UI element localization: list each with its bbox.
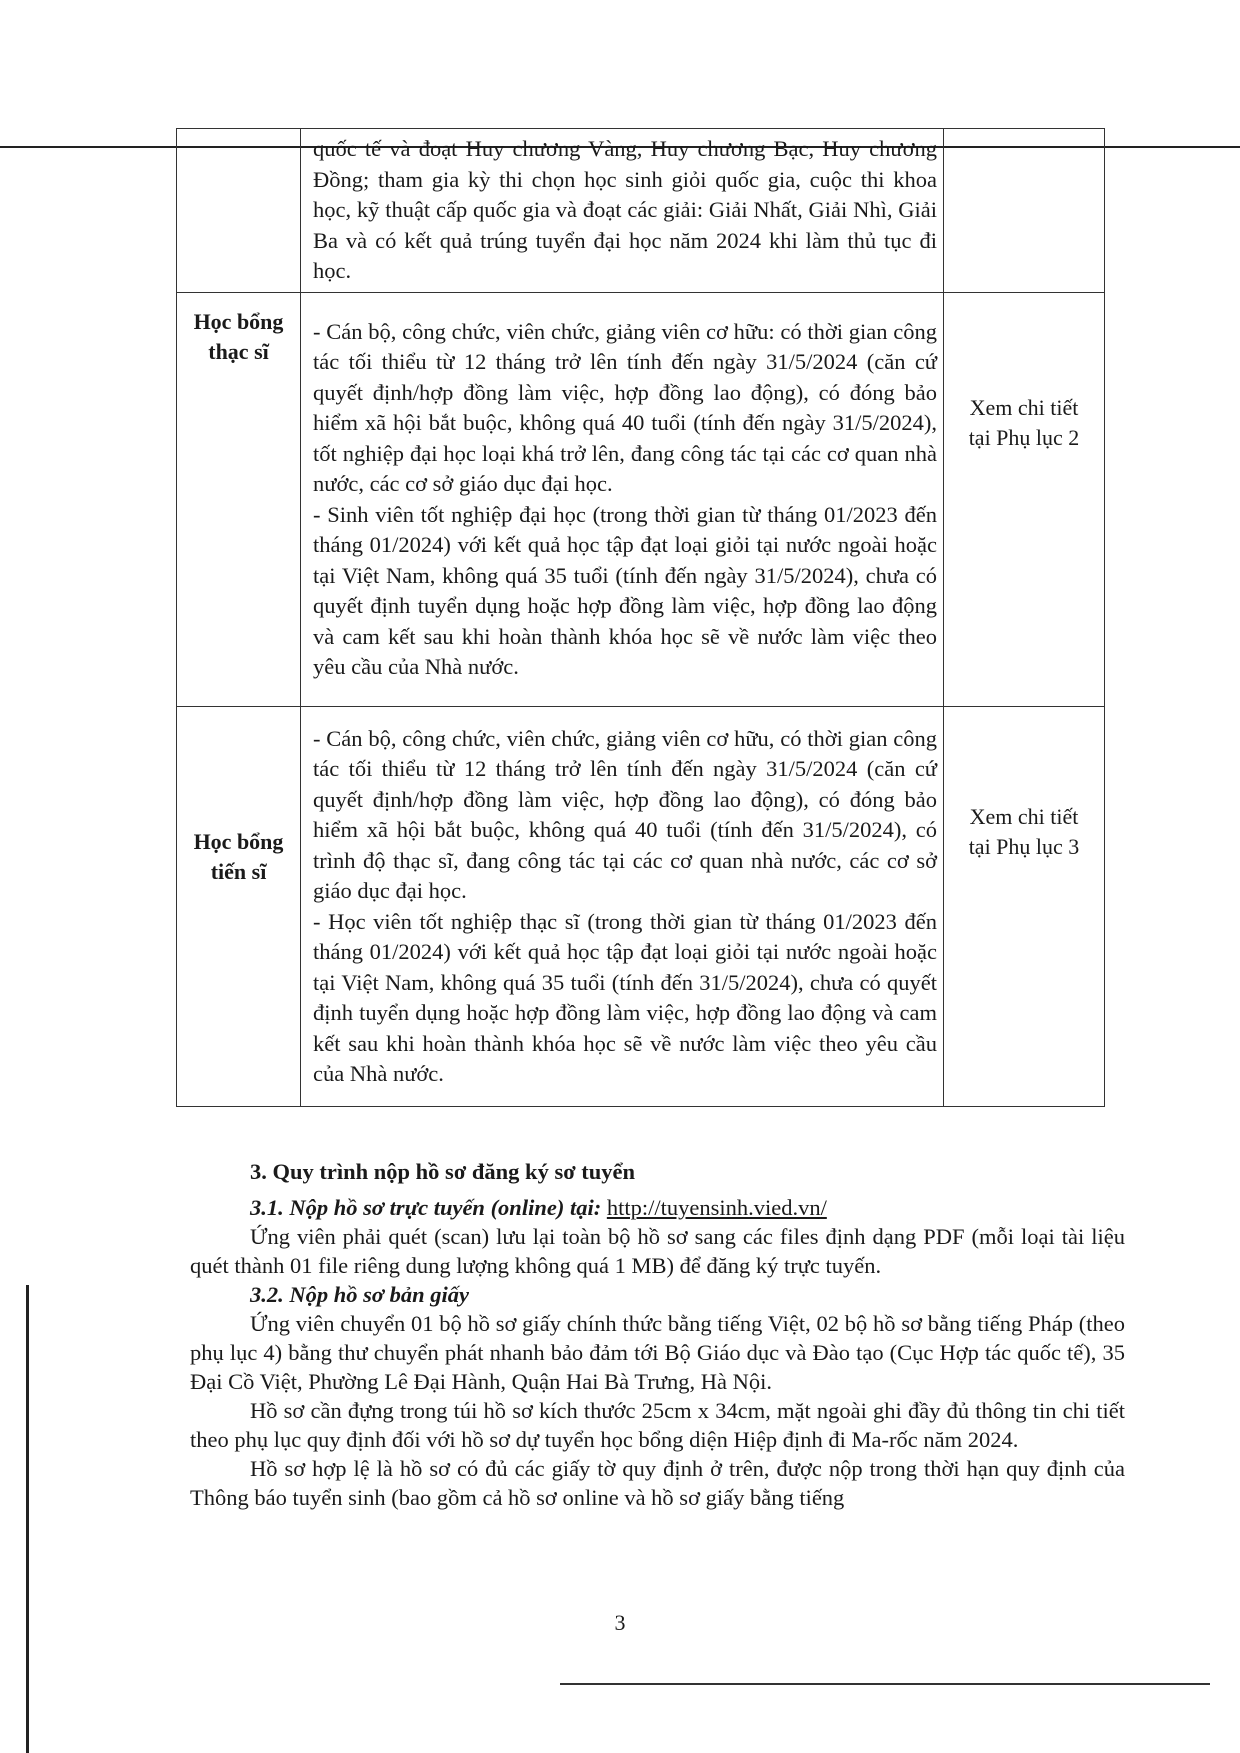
condition-text: - Cán bộ, công chức, viên chức, giảng viên cơ hữu: có thời gian công tác tối thiểu từ 12 tháng trở lên tính đến ngày 31/5/2024 (căn cứ quyết định/hợp đồng làm việc, hợp đồng lao động), có đóng bảo hiểm xã hội bắt buộc, không quá 40 tuổi (tính đến ngày 31/5/2024), tốt nghiệp đại học loại khá trở lên, đang công tác tại các cơ quan nhà nước, các cơ sở giáo dục đại học.	[313, 318, 937, 496]
paper-paragraph: Ứng viên chuyển 01 bộ hồ sơ giấy chính thức bằng tiếng Việt, 02 bộ hồ sơ bằng tiếng Pháp (theo phụ lục 4) bằng thư chuyển phát nhanh bảo đảm tới Bộ Giáo dục và Đào tạo (Cục Hợp tác quốc tế), 35 Đại Cồ Việt, Phường Lê Đại Hành, Quận Hai Bà Trưng, Hà Nội.	[190, 1311, 1125, 1394]
reference-cell	[944, 293, 1105, 707]
reference-text: tại Phụ lục 3	[968, 834, 1080, 859]
online-paragraph: Ứng viên phải quét (scan) lưu lại toàn bộ hồ sơ sang các files định dạng PDF (mỗi loại tài liệu quét thành 01 file riêng dung lượng không quá 1 MB) để đăng ký trực tuyến.	[190, 1224, 1125, 1278]
scholarship-table	[176, 128, 1105, 1107]
paper-heading: 3.2. Nộp hồ sơ bản giấy	[250, 1282, 469, 1307]
type-label: thạc sĩ	[208, 339, 269, 364]
reference-text: Xem chi tiết	[969, 804, 1079, 829]
type-label: Học bổng	[193, 309, 284, 334]
type-label: tiến sĩ	[210, 859, 267, 884]
table-row	[177, 129, 1105, 293]
online-heading-label: 3.1. Nộp hồ sơ trực tuyến (online) tại:	[250, 1195, 602, 1220]
type-cell-empty	[177, 129, 301, 293]
condition-text: - Sinh viên tốt nghiệp đại học (trong thời gian từ tháng 01/2023 đến tháng 01/2024) với kết quả học tập đạt loại giỏi tại nước ngoài hoặc tại Việt Nam, không quá 35 tuổi (tính đến ngày 31/5/2024), chưa có quyết định tuyển dụng hoặc hợp đồng làm việc, hợp đồng lao động và cam kết sau khi hoàn thành khóa học sẽ về nước làm việc theo yêu cầu của Nhà nước.	[313, 501, 937, 679]
left-scan-mark	[26, 1285, 29, 1753]
condition-text: - Học viên tốt nghiệp thạc sĩ (trong thời gian từ tháng 01/2023 đến tháng 01/2024) với kết quả học tập đạt loại giỏi tại nước ngoài hoặc tại Việt Nam, không quá 35 tuổi (tính đến 31/5/2024), chưa có quyết định tuyển dụng hoặc hợp đồng làm việc, hợp đồng lao động và cam kết sau khi hoàn thành khóa học sẽ về nước làm việc theo yêu cầu của Nhà nước.	[313, 908, 937, 1086]
paper-paragraph: Hồ sơ hợp lệ là hồ sơ có đủ các giấy tờ quy định ở trên, được nộp trong thời hạn quy định của Thông báo tuyển sinh (bao gồm cả hồ sơ online và hồ sơ giấy bằng tiếng	[190, 1456, 1125, 1510]
bottom-scan-line	[560, 1683, 1210, 1685]
table-row-master	[177, 293, 1105, 707]
paper-paragraph: Hồ sơ cần đựng trong túi hồ sơ kích thước 25cm x 34cm, mặt ngoài ghi đầy đủ thông tin chi tiết theo phụ lục quy định đối với hồ sơ dự tuyển học bổng diện Hiệp định đi Ma-rốc năm 2024.	[190, 1398, 1125, 1452]
reference-text: Xem chi tiết	[969, 395, 1079, 420]
reference-cell-empty	[944, 129, 1105, 293]
section-3	[190, 1157, 1125, 1512]
type-cell-master	[177, 293, 301, 707]
conditions-cell	[301, 707, 944, 1107]
online-url-link[interactable]: http://tuyensinh.vied.vn/	[606, 1195, 827, 1220]
conditions-cell	[301, 293, 944, 707]
reference-cell	[944, 707, 1105, 1107]
table-row-phd	[177, 707, 1105, 1107]
page-number: 3	[614, 1610, 626, 1635]
type-cell-phd	[177, 707, 301, 1107]
online-heading	[190, 1193, 1125, 1222]
condition-text: quốc tế và đoạt Huy chương Vàng, Huy chương Bạc, Huy chương Đồng; tham gia kỳ thi chọn học sinh giỏi quốc gia, cuộc thi khoa học, kỹ thuật cấp quốc gia và đoạt các giải: Giải Nhất, Giải Nhì, Giải Ba và có kết quả trúng tuyển đại học năm 2024 khi làm thủ tục đi học.	[313, 136, 937, 284]
condition-text: - Cán bộ, công chức, viên chức, giảng viên cơ hữu, có thời gian công tác tối thiểu từ 12 tháng trở lên tính đến ngày 31/5/2024 (căn cứ quyết định/hợp đồng làm việc, hợp đồng lao động), có đóng bảo hiểm xã hội bắt buộc, không quá 40 tuổi (tính đến 31/5/2024), có trình độ thạc sĩ, đang công tác tại các cơ quan nhà nước, các cơ sở giáo dục đại học.	[313, 725, 937, 903]
section-heading: 3. Quy trình nộp hồ sơ đăng ký sơ tuyển	[250, 1159, 636, 1184]
reference-text: tại Phụ lục 2	[968, 425, 1080, 450]
conditions-cell	[301, 129, 944, 293]
type-label: Học bổng	[193, 829, 284, 854]
